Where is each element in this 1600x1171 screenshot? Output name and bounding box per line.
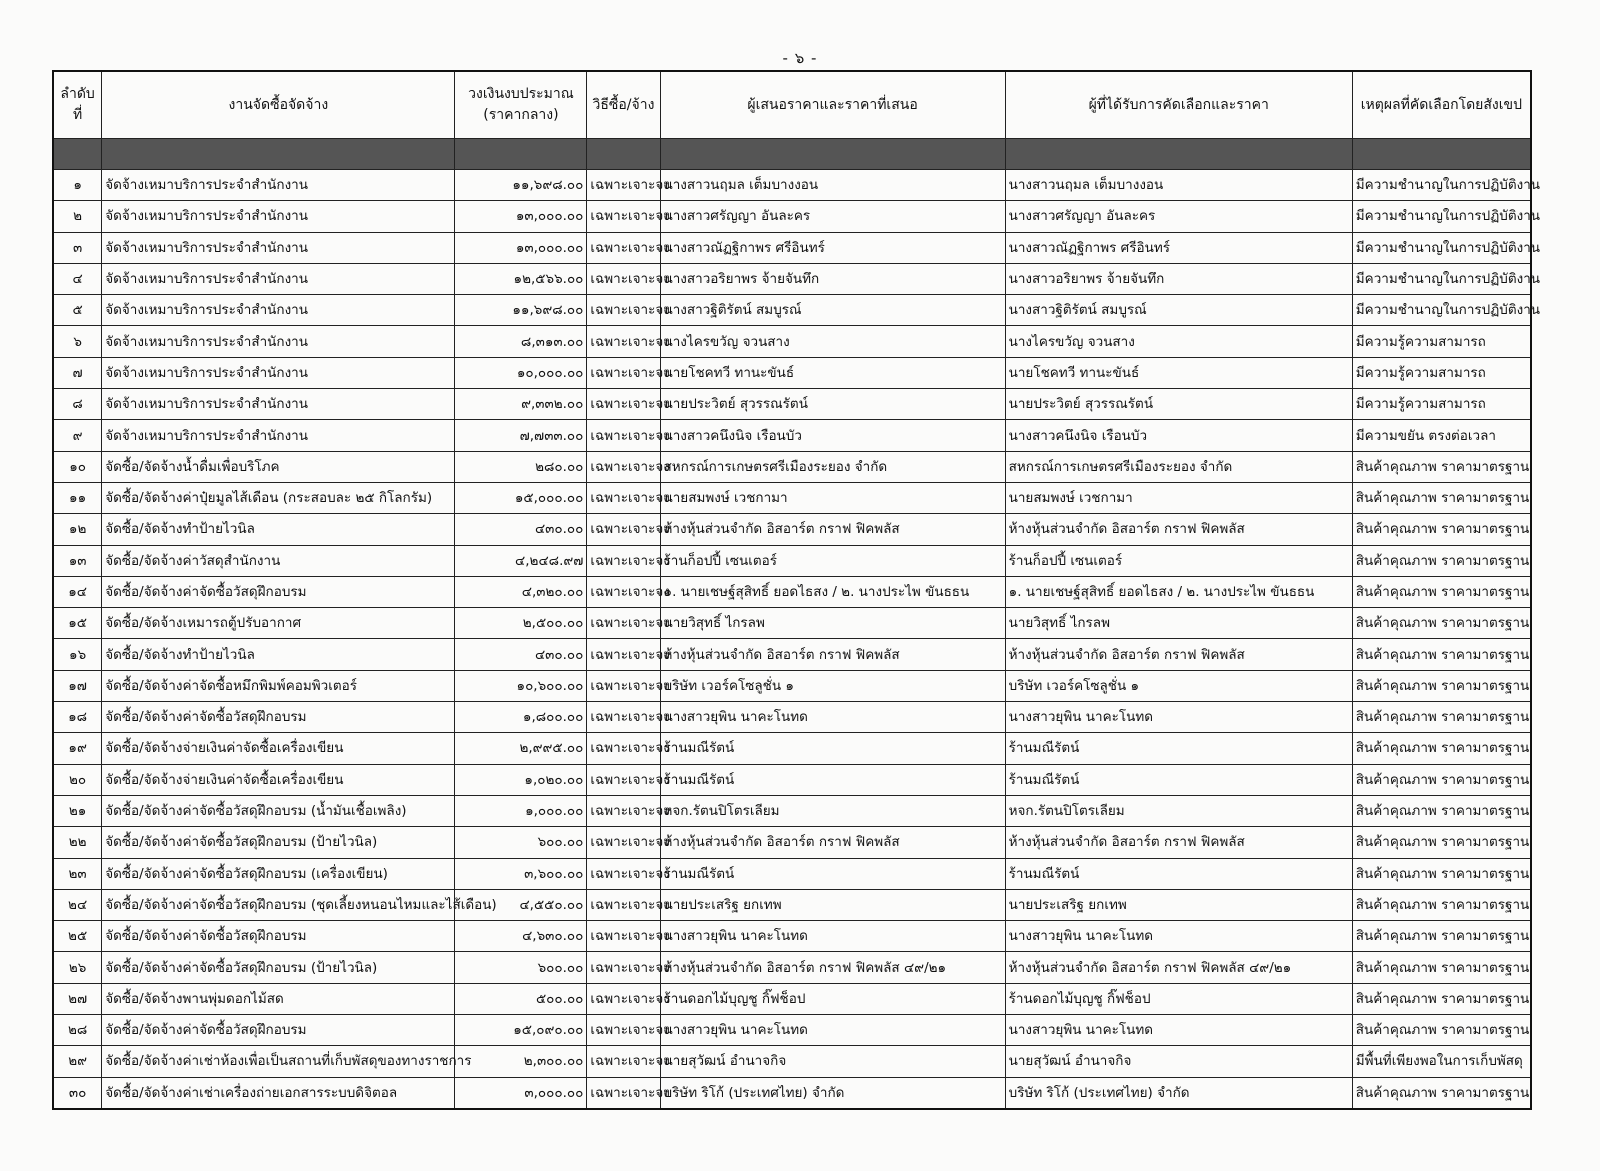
task-cell: จัดซื้อ/จัดจ้างจ่ายเงินค่าจัดซื้อเครื่องเขียน	[102, 733, 455, 764]
bidder-cell: ร้านดอกไม้บุญชู กิ๊ฟช็อป	[660, 983, 1005, 1014]
budget-cell: ๒,๓๐๐.๐๐	[455, 1046, 587, 1077]
method-cell: เฉพาะเจาะจง	[587, 827, 660, 858]
row-number: ๒๑	[53, 795, 102, 826]
task-cell: จัดซื้อ/จัดจ้างค่าปุ๋ยมูลไส้เดือน (กระสอบละ ๒๕ กิโลกรัม)	[102, 482, 455, 513]
reason-cell: มีความชำนาญในการปฏิบัติงาน	[1352, 232, 1531, 263]
task-cell: จัดจ้างเหมาบริการประจำสำนักงาน	[102, 295, 455, 326]
winner-cell: ห้างหุ้นส่วนจำกัด อิสอาร์ต กราฟ ฟิคพลัส	[1005, 827, 1352, 858]
winner-cell: นายโชคทวี ทานะขันธ์	[1005, 357, 1352, 388]
reason-cell: สินค้าคุณภาพ ราคามาตรฐาน	[1352, 921, 1531, 952]
bidder-cell: นางสาวฐิติรัตน์ สมบูรณ์	[660, 295, 1005, 326]
row-number: ๒๐	[53, 764, 102, 795]
task-cell: จัดซื้อ/จัดจ้างจ่ายเงินค่าจัดซื้อเครื่องเขียน	[102, 764, 455, 795]
table-row	[53, 514, 1531, 545]
winner-cell: ห้างหุ้นส่วนจำกัด อิสอาร์ต กราฟ ฟิคพลัส	[1005, 514, 1352, 545]
bidder-cell: นางสาวอริยาพร จ้ายจันทึก	[660, 263, 1005, 294]
budget-cell: ๔,๖๓๐.๐๐	[455, 921, 587, 952]
method-cell: เฉพาะเจาะจง	[587, 514, 660, 545]
winner-cell: บริษัท เวอร์คโซลูชั่น ๑	[1005, 670, 1352, 701]
task-cell: จัดซื้อ/จัดจ้างค่าจัดซื้อวัสดุฝึกอบรม (น้ำมันเชื้อเพลิง)	[102, 795, 455, 826]
row-number: ๑	[53, 170, 102, 201]
method-cell: เฉพาะเจาะจง	[587, 1077, 660, 1109]
task-cell: จัดซื้อ/จัดจ้างค่าเช่าเครื่องถ่ายเอกสารระบบดิจิตอล	[102, 1077, 455, 1109]
bidder-cell: นายประวิตย์ สุวรรณรัตน์	[660, 389, 1005, 420]
task-cell: จัดซื้อ/จัดจ้างค่าจัดซื้อวัสดุฝึกอบรม	[102, 921, 455, 952]
method-cell: เฉพาะเจาะจง	[587, 639, 660, 670]
budget-cell: ๑๐,๖๐๐.๐๐	[455, 670, 587, 701]
method-cell: เฉพาะเจาะจง	[587, 420, 660, 451]
shaded-section-row	[53, 139, 1531, 170]
row-number: ๗	[53, 357, 102, 388]
reason-cell: สินค้าคุณภาพ ราคามาตรฐาน	[1352, 639, 1531, 670]
table-row	[53, 451, 1531, 482]
bidder-cell: นางไครขวัญ จวนสาง	[660, 326, 1005, 357]
reason-cell: สินค้าคุณภาพ ราคามาตรฐาน	[1352, 858, 1531, 889]
table-row	[53, 670, 1531, 701]
task-cell: จัดซื้อ/จัดจ้างค่าเช่าห้องเพื่อเป็นสถานที่เก็บพัสดุของทางราชการ	[102, 1046, 455, 1077]
budget-cell: ๑๐,๐๐๐.๐๐	[455, 357, 587, 388]
task-cell: จัดจ้างเหมาบริการประจำสำนักงาน	[102, 232, 455, 263]
row-number: ๑๓	[53, 545, 102, 576]
reason-cell: มีความชำนาญในการปฏิบัติงาน	[1352, 201, 1531, 232]
row-number: ๑๐	[53, 451, 102, 482]
bidder-cell: ห้างหุ้นส่วนจำกัด อิสอาร์ต กราฟ ฟิคพลัส	[660, 514, 1005, 545]
task-cell: จัดจ้างเหมาบริการประจำสำนักงาน	[102, 263, 455, 294]
reason-cell: มีพื้นที่เพียงพอในการเก็บพัสดุ	[1352, 1046, 1531, 1077]
method-cell: เฉพาะเจาะจง	[587, 326, 660, 357]
reason-cell: มีความรู้ความสามารถ	[1352, 326, 1531, 357]
bidder-cell: นางสาวยุพิน นาคะโนทด	[660, 702, 1005, 733]
task-cell: จัดซื้อ/จัดจ้างน้ำดื่มเพื่อบริโภค	[102, 451, 455, 482]
reason-cell: มีความชำนาญในการปฏิบัติงาน	[1352, 263, 1531, 294]
winner-cell: ๑. นายเชษฐ์สุสิทธิ์ ยอดไธสง / ๒. นางประไพ ขันธธน	[1005, 576, 1352, 607]
table-row	[53, 1077, 1531, 1109]
budget-cell: ๑๒,๕๖๖.๐๐	[455, 263, 587, 294]
task-cell: จัดซื้อ/จัดจ้างทำป้ายไวนิล	[102, 514, 455, 545]
row-number: ๒	[53, 201, 102, 232]
winner-cell: ร้านก็อปปี้ เซนเตอร์	[1005, 545, 1352, 576]
winner-cell: นางสาวฐิติรัตน์ สมบูรณ์	[1005, 295, 1352, 326]
row-number: ๒๕	[53, 921, 102, 952]
budget-cell: ๔,๒๔๘.๙๗	[455, 545, 587, 576]
winner-cell: สหกรณ์การเกษตรศรีเมืองระยอง จำกัด	[1005, 451, 1352, 482]
budget-cell: ๙,๓๓๒.๐๐	[455, 389, 587, 420]
bidder-cell: นายสมพงษ์ เวชกามา	[660, 482, 1005, 513]
winner-cell: นางสาวยุพิน นาคะโนทด	[1005, 1015, 1352, 1046]
reason-cell: สินค้าคุณภาพ ราคามาตรฐาน	[1352, 795, 1531, 826]
budget-cell: ๑,๘๐๐.๐๐	[455, 702, 587, 733]
table-row	[53, 639, 1531, 670]
task-cell: จัดจ้างเหมาบริการประจำสำนักงาน	[102, 357, 455, 388]
winner-cell: ห้างหุ้นส่วนจำกัด อิสอาร์ต กราฟ ฟิคพลัส	[1005, 639, 1352, 670]
task-cell: จัดซื้อ/จัดจ้างเหมารถตู้ปรับอากาศ	[102, 608, 455, 639]
winner-cell: นางสาวยุพิน นาคะโนทด	[1005, 921, 1352, 952]
bidder-cell: นายประเสริฐ ยกเทพ	[660, 889, 1005, 920]
bidder-cell: สหกรณ์การเกษตรศรีเมืองระยอง จำกัด	[660, 451, 1005, 482]
reason-cell: มีความรู้ความสามารถ	[1352, 389, 1531, 420]
method-cell: เฉพาะเจาะจง	[587, 952, 660, 983]
method-cell: เฉพาะเจาะจง	[587, 201, 660, 232]
reason-cell: สินค้าคุณภาพ ราคามาตรฐาน	[1352, 608, 1531, 639]
bidder-cell: ห้างหุ้นส่วนจำกัด อิสอาร์ต กราฟ ฟิคพลัส	[660, 639, 1005, 670]
reason-cell: สินค้าคุณภาพ ราคามาตรฐาน	[1352, 889, 1531, 920]
budget-cell: ๗,๗๓๓.๐๐	[455, 420, 587, 451]
winner-cell: นายสุวัฒน์ อำนาจกิจ	[1005, 1046, 1352, 1077]
budget-cell: ๔,๕๕๐.๐๐	[455, 889, 587, 920]
table-row	[53, 983, 1531, 1014]
task-cell: จัดจ้างเหมาบริการประจำสำนักงาน	[102, 201, 455, 232]
header-bidders: ผู้เสนอราคาและราคาที่เสนอ	[660, 71, 1005, 139]
bidder-cell: บริษัท ริโก้ (ประเทศไทย) จำกัด	[660, 1077, 1005, 1109]
method-cell: เฉพาะเจาะจง	[587, 389, 660, 420]
method-cell: เฉพาะเจาะจง	[587, 702, 660, 733]
budget-cell: ๑๑,๖๙๘.๐๐	[455, 170, 587, 201]
winner-cell: นายประเสริฐ ยกเทพ	[1005, 889, 1352, 920]
winner-cell: ร้านมณีรัตน์	[1005, 764, 1352, 795]
table-row	[53, 889, 1531, 920]
task-cell: จัดซื้อ/จัดจ้างค่าจัดซื้อวัสดุฝึกอบรม (ป้ายไวนิล)	[102, 827, 455, 858]
row-number: ๑๘	[53, 702, 102, 733]
row-number: ๒๔	[53, 889, 102, 920]
budget-cell: ๔,๓๒๐.๐๐	[455, 576, 587, 607]
table-row	[53, 1015, 1531, 1046]
row-number: ๑๒	[53, 514, 102, 545]
task-cell: จัดซื้อ/จัดจ้างค่าจัดซื้อวัสดุฝึกอบรม	[102, 702, 455, 733]
row-number: ๔	[53, 263, 102, 294]
row-number: ๒๖	[53, 952, 102, 983]
method-cell: เฉพาะเจาะจง	[587, 764, 660, 795]
task-cell: จัดจ้างเหมาบริการประจำสำนักงาน	[102, 420, 455, 451]
table-row	[53, 295, 1531, 326]
table-row	[53, 389, 1531, 420]
reason-cell: สินค้าคุณภาพ ราคามาตรฐาน	[1352, 827, 1531, 858]
winner-cell: นางสาวณัฏฐิกาพร ศรีอินทร์	[1005, 232, 1352, 263]
row-number: ๓๐	[53, 1077, 102, 1109]
row-number: ๓	[53, 232, 102, 263]
table-row	[53, 545, 1531, 576]
method-cell: เฉพาะเจาะจง	[587, 170, 660, 201]
bidder-cell: ร้านมณีรัตน์	[660, 764, 1005, 795]
reason-cell: สินค้าคุณภาพ ราคามาตรฐาน	[1352, 576, 1531, 607]
method-cell: เฉพาะเจาะจง	[587, 1046, 660, 1077]
table-row	[53, 733, 1531, 764]
reason-cell: สินค้าคุณภาพ ราคามาตรฐาน	[1352, 451, 1531, 482]
bidder-cell: นางสาวนฤมล เต็มบางงอน	[660, 170, 1005, 201]
winner-cell: นางสาวคนึงนิจ เรือนบัว	[1005, 420, 1352, 451]
bidder-cell: ร้านก็อปปี้ เซนเตอร์	[660, 545, 1005, 576]
method-cell: เฉพาะเจาะจง	[587, 576, 660, 607]
table-row	[53, 201, 1531, 232]
bidder-cell: นางสาวศรัญญา อันละคร	[660, 201, 1005, 232]
budget-cell: ๑,๐๐๐.๐๐	[455, 795, 587, 826]
method-cell: เฉพาะเจาะจง	[587, 983, 660, 1014]
budget-cell: ๑๕,๐๙๐.๐๐	[455, 1015, 587, 1046]
header-no: ลำดับที่	[53, 71, 102, 139]
header-task: งานจัดซื้อจัดจ้าง	[102, 71, 455, 139]
budget-cell: ๕๐๐.๐๐	[455, 983, 587, 1014]
reason-cell: สินค้าคุณภาพ ราคามาตรฐาน	[1352, 952, 1531, 983]
table-row	[53, 952, 1531, 983]
winner-cell: นายสมพงษ์ เวชกามา	[1005, 482, 1352, 513]
header-selected: ผู้ที่ได้รับการคัดเลือกและราคา	[1005, 71, 1352, 139]
row-number: ๙	[53, 420, 102, 451]
bidder-cell: ห้างหุ้นส่วนจำกัด อิสอาร์ต กราฟ ฟิคพลัส ๔๙/๒๑	[660, 952, 1005, 983]
task-cell: จัดจ้างเหมาบริการประจำสำนักงาน	[102, 326, 455, 357]
bidder-cell: หจก.รัตนปิโตรเลียม	[660, 795, 1005, 826]
row-number: ๑๑	[53, 482, 102, 513]
budget-cell: ๓,๖๐๐.๐๐	[455, 858, 587, 889]
task-cell: จัดซื้อ/จัดจ้างค่าจัดซื้อวัสดุฝึกอบรม	[102, 1015, 455, 1046]
task-cell: จัดซื้อ/จัดจ้างพานพุ่มดอกไม้สด	[102, 983, 455, 1014]
reason-cell: สินค้าคุณภาพ ราคามาตรฐาน	[1352, 514, 1531, 545]
header-row	[53, 71, 1531, 139]
row-number: ๑๔	[53, 576, 102, 607]
table-row	[53, 702, 1531, 733]
table-row	[53, 576, 1531, 607]
reason-cell: สินค้าคุณภาพ ราคามาตรฐาน	[1352, 733, 1531, 764]
method-cell: เฉพาะเจาะจง	[587, 482, 660, 513]
row-number: ๑๕	[53, 608, 102, 639]
reason-cell: สินค้าคุณภาพ ราคามาตรฐาน	[1352, 1077, 1531, 1109]
winner-cell: ห้างหุ้นส่วนจำกัด อิสอาร์ต กราฟ ฟิคพลัส ๔๙/๒๑	[1005, 952, 1352, 983]
budget-cell: ๑๕,๐๐๐.๐๐	[455, 482, 587, 513]
table-row	[53, 263, 1531, 294]
method-cell: เฉพาะเจาะจง	[587, 921, 660, 952]
table-row	[53, 482, 1531, 513]
header-budget: วงเงินงบประมาณ (ราคากลาง)	[455, 71, 587, 139]
row-number: ๑๖	[53, 639, 102, 670]
header-method: วิธีซื้อ/จ้าง	[587, 71, 660, 139]
task-cell: จัดซื้อ/จัดจ้างค่าจัดซื้อวัสดุฝึกอบรม (ป้ายไวนิล)	[102, 952, 455, 983]
method-cell: เฉพาะเจาะจง	[587, 733, 660, 764]
reason-cell: สินค้าคุณภาพ ราคามาตรฐาน	[1352, 1015, 1531, 1046]
budget-cell: ๖๐๐.๐๐	[455, 952, 587, 983]
task-cell: จัดซื้อ/จัดจ้างค่าจัดซื้อวัสดุฝึกอบรม	[102, 576, 455, 607]
table-row	[53, 764, 1531, 795]
winner-cell: ร้านดอกไม้บุญชู กิ๊ฟช็อป	[1005, 983, 1352, 1014]
reason-cell: สินค้าคุณภาพ ราคามาตรฐาน	[1352, 983, 1531, 1014]
method-cell: เฉพาะเจาะจง	[587, 357, 660, 388]
method-cell: เฉพาะเจาะจง	[587, 1015, 660, 1046]
method-cell: เฉพาะเจาะจง	[587, 608, 660, 639]
table-row	[53, 420, 1531, 451]
bidder-cell: ห้างหุ้นส่วนจำกัด อิสอาร์ต กราฟ ฟิคพลัส	[660, 827, 1005, 858]
reason-cell: มีความชำนาญในการปฏิบัติงาน	[1352, 295, 1531, 326]
winner-cell: นางสาวศรัญญา อันละคร	[1005, 201, 1352, 232]
budget-cell: ๔๓๐.๐๐	[455, 639, 587, 670]
task-cell: จัดซื้อ/จัดจ้างค่าจัดซื้อหมึกพิมพ์คอมพิวเตอร์	[102, 670, 455, 701]
table-row	[53, 827, 1531, 858]
budget-cell: ๓,๐๐๐.๐๐	[455, 1077, 587, 1109]
budget-cell: ๑๑,๖๙๘.๐๐	[455, 295, 587, 326]
budget-cell: ๒๘๐.๐๐	[455, 451, 587, 482]
method-cell: เฉพาะเจาะจง	[587, 858, 660, 889]
bidder-cell: ร้านมณีรัตน์	[660, 733, 1005, 764]
task-cell: จัดซื้อ/จัดจ้างค่าจัดซื้อวัสดุฝึกอบรม (ชุดเลี้ยงหนอนไหมและไส้เดือน)	[102, 889, 455, 920]
task-cell: จัดซื้อ/จัดจ้างค่าวัสดุสำนักงาน	[102, 545, 455, 576]
table-row	[53, 326, 1531, 357]
task-cell: จัดซื้อ/จัดจ้างทำป้ายไวนิล	[102, 639, 455, 670]
table-row	[53, 232, 1531, 263]
reason-cell: สินค้าคุณภาพ ราคามาตรฐาน	[1352, 764, 1531, 795]
header-reason: เหตุผลที่คัดเลือกโดยสังเขป	[1352, 71, 1531, 139]
task-cell: จัดจ้างเหมาบริการประจำสำนักงาน	[102, 389, 455, 420]
row-number: ๒๗	[53, 983, 102, 1014]
row-number: ๒๓	[53, 858, 102, 889]
bidder-cell: ร้านมณีรัตน์	[660, 858, 1005, 889]
table-row	[53, 608, 1531, 639]
winner-cell: ร้านมณีรัตน์	[1005, 733, 1352, 764]
row-number: ๒๙	[53, 1046, 102, 1077]
winner-cell: หจก.รัตนปิโตรเลียม	[1005, 795, 1352, 826]
table-row	[53, 1046, 1531, 1077]
table-body	[53, 170, 1541, 1109]
method-cell: เฉพาะเจาะจง	[587, 263, 660, 294]
row-number: ๘	[53, 389, 102, 420]
task-cell: จัดจ้างเหมาบริการประจำสำนักงาน	[102, 170, 455, 201]
bidder-cell: นางสาวณัฏฐิกาพร ศรีอินทร์	[660, 232, 1005, 263]
row-number: ๒๒	[53, 827, 102, 858]
table-row	[53, 858, 1531, 889]
task-cell: จัดซื้อ/จัดจ้างค่าจัดซื้อวัสดุฝึกอบรม (เครื่องเขียน)	[102, 858, 455, 889]
winner-cell: บริษัท ริโก้ (ประเทศไทย) จำกัด	[1005, 1077, 1352, 1109]
budget-cell: ๒,๕๐๐.๐๐	[455, 608, 587, 639]
method-cell: เฉพาะเจาะจง	[587, 795, 660, 826]
winner-cell: ร้านมณีรัตน์	[1005, 858, 1352, 889]
winner-cell: นางสาวยุพิน นาคะโนทด	[1005, 702, 1352, 733]
bidder-cell: นางสาวยุพิน นาคะโนทด	[660, 921, 1005, 952]
bidder-cell: นายสุวัฒน์ อำนาจกิจ	[660, 1046, 1005, 1077]
budget-cell: ๑๓,๐๐๐.๐๐	[455, 201, 587, 232]
page-number: - ๖ -	[782, 49, 818, 67]
budget-cell: ๒,๙๙๕.๐๐	[455, 733, 587, 764]
winner-cell: นายประวิตย์ สุวรรณรัตน์	[1005, 389, 1352, 420]
method-cell: เฉพาะเจาะจง	[587, 545, 660, 576]
bidder-cell: นางสาวยุพิน นาคะโนทด	[660, 1015, 1005, 1046]
budget-cell: ๔๓๐.๐๐	[455, 514, 587, 545]
winner-cell: นายวิสุทธิ์ ไกรลพ	[1005, 608, 1352, 639]
procurement-table	[52, 70, 1541, 1110]
table-row	[53, 357, 1531, 388]
row-number: ๒๘	[53, 1015, 102, 1046]
bidder-cell: นายโชคทวี ทานะขันธ์	[660, 357, 1005, 388]
reason-cell: สินค้าคุณภาพ ราคามาตรฐาน	[1352, 545, 1531, 576]
method-cell: เฉพาะเจาะจง	[587, 451, 660, 482]
table-row	[53, 795, 1531, 826]
budget-cell: ๑,๐๒๐.๐๐	[455, 764, 587, 795]
row-number: ๑๙	[53, 733, 102, 764]
reason-cell: มีความขยัน ตรงต่อเวลา	[1352, 420, 1531, 451]
reason-cell: มีความรู้ความสามารถ	[1352, 357, 1531, 388]
bidder-cell: บริษัท เวอร์คโซลูชั่น ๑	[660, 670, 1005, 701]
method-cell: เฉพาะเจาะจง	[587, 889, 660, 920]
row-number: ๖	[53, 326, 102, 357]
method-cell: เฉพาะเจาะจง	[587, 232, 660, 263]
table-row	[53, 170, 1531, 201]
bidder-cell: นางสาวคนึงนิจ เรือนบัว	[660, 420, 1005, 451]
bidder-cell: ๑. นายเชษฐ์สุสิทธิ์ ยอดไธสง / ๒. นางประไพ ขันธธน	[660, 576, 1005, 607]
budget-cell: ๑๓,๐๐๐.๐๐	[455, 232, 587, 263]
budget-cell: ๘,๓๑๓.๐๐	[455, 326, 587, 357]
row-number: ๕	[53, 295, 102, 326]
bidder-cell: นายวิสุทธิ์ ไกรลพ	[660, 608, 1005, 639]
reason-cell: สินค้าคุณภาพ ราคามาตรฐาน	[1352, 482, 1531, 513]
method-cell: เฉพาะเจาะจง	[587, 295, 660, 326]
method-cell: เฉพาะเจาะจง	[587, 670, 660, 701]
winner-cell: นางสาวนฤมล เต็มบางงอน	[1005, 170, 1352, 201]
reason-cell: มีความชำนาญในการปฏิบัติงาน	[1352, 170, 1531, 201]
reason-cell: สินค้าคุณภาพ ราคามาตรฐาน	[1352, 670, 1531, 701]
reason-cell: สินค้าคุณภาพ ราคามาตรฐาน	[1352, 702, 1531, 733]
winner-cell: นางไครขวัญ จวนสาง	[1005, 326, 1352, 357]
winner-cell: นางสาวอริยาพร จ้ายจันทึก	[1005, 263, 1352, 294]
budget-cell: ๖๐๐.๐๐	[455, 827, 587, 858]
table-row	[53, 921, 1531, 952]
row-number: ๑๗	[53, 670, 102, 701]
